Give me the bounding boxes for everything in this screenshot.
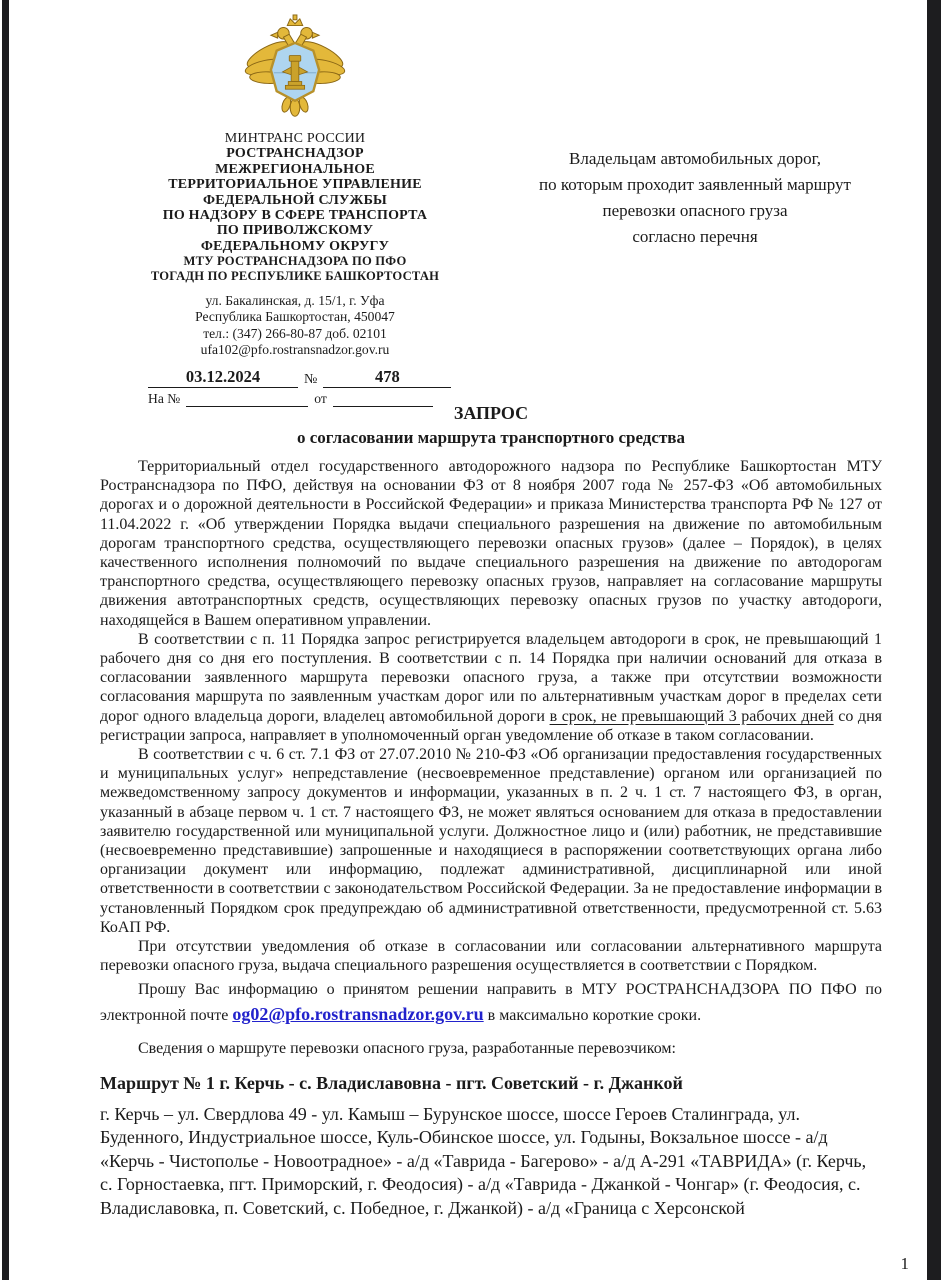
paragraph-no-refusal: При отсутствии уведомления об отказе в согласовании или согласовании альтернативного маршрута перевозки опасного груза, выдача специального разрешения осуществляется в соответствии с Порядком. xyxy=(100,938,882,975)
number-sign: № xyxy=(304,372,318,388)
document-title: ЗАПРОС xyxy=(453,403,529,423)
paragraph-210fz-liability: В соответствии с ч. 6 ст. 7.1 ФЗ от 27.07.2010 № 210-ФЗ «Об организации предоставления государственных и муниципальных услуг» непредставление (несвоевременное представление) органом или организацией по межведомственному запросу документов и информации, указанных в п. 2 ч. 1 ст. 7 настоящего ФЗ, в орган, указанный в абзаце первом ч. 1 ст. 7 настоящего ФЗ, не может являться основанием для отказа в предоставлении заявителю государственной или муниципальной услуги. Должностное лицо и (или) работник, не представившие (несвоевременно представившие) запрошенные и находящиеся в распоряжении соответствующих органа либо организации документ или информацию, подлежат административной, дисциплинарной или иной ответственности в соответствии с законодательством Российской Федерации. За не предоставление информации в установленный Порядком срок предупреждаю об административной ответственности, предусмотренной ст. 5.63 КоАП РФ. xyxy=(100,746,882,936)
paragraph-registration-terms xyxy=(100,630,882,745)
addressee-line: по которым проходит заявленный маршрут xyxy=(539,175,851,194)
rostransnadzor-eagle-emblem-icon xyxy=(237,14,353,127)
underlined-deadline-phrase: в срок, не превышающий 3 рабочих дней xyxy=(549,707,834,725)
outgoing-number: 478 xyxy=(323,367,451,388)
addressee-line: согласно перечня xyxy=(632,227,758,246)
paragraph-legal-basis: Территориальный отдел государственного автодорожного надзора по Республике Башкортостан МТУ Ространснадзора по ПФО, действуя на основании ФЗ от 8 ноября 2007 года № 257-ФЗ «Об автомобильных дорогах и о дорожной деятельности в Российской Федерации» и приказа Министерства транспорта РФ № 127 от 11.04.2022 г. «Об утверждении Порядка выдачи специального разрешения на движение по автомобильным дорогам транспортного средства, осуществляющего перевозки опасных грузов» (далее – Порядок), в целях качественного исполнения полномочий по выдаче специального разрешения на движение по автодорогам транспортного средства, осуществляющего перевозку опасных грузов, направляет на согласование маршруты движения автотранспортных средств, осуществляющих перевозку опасных грузов по участку автодороги, находящейся в Вашем оперативном управлении. xyxy=(100,458,882,629)
address-line: Республика Башкортостан, 450047 xyxy=(195,309,395,325)
reply-email-link[interactable]: og02@pfo.rostransnadzor.gov.ru xyxy=(232,1004,484,1025)
paragraph-route-intro: Сведения о маршруте перевозки опасного груза, разработанные перевозчиком: xyxy=(138,1040,676,1058)
outgoing-ref-row xyxy=(148,367,490,388)
scan-edge-right xyxy=(927,0,941,1280)
from-label: от xyxy=(314,391,327,407)
addressee-line: Владельцам автомобильных дорог, xyxy=(569,149,821,168)
org-address-block xyxy=(100,293,490,358)
paragraph-text: со дня регистрации запроса, направляет в уполномоченный орган уведомление об отказе в таком согласовании. xyxy=(100,707,882,744)
org-line: ПО НАДЗОРУ В СФЕРЕ ТРАНСПОРТА xyxy=(162,208,428,224)
scan-edge-left xyxy=(2,0,9,1280)
letterhead-lines xyxy=(100,131,490,284)
paragraph-text: В соответствии с п. 11 Порядка запрос регистрируется владельцем автодороги в срок, не превышающий 1 рабочего дня со дня его поступления. В соответствии с п. 14 Порядка при наличии оснований для отказа в согласовании заявленного маршрута перевозки опасного груза, а также при отсутствии возможности согласования маршрута по заявленным участкам дорог или по альтернативным участкам дорог в пределах сети дорог одного владельца дороги, владелец автомобильной дороги xyxy=(100,630,882,725)
paragraph-text: Прошу Вас информацию о принятом решении направить в МТУ РОСТРАНСНАДЗОРА ПО ПФО по электронной почте xyxy=(100,981,882,1025)
route-1-heading: Маршрут № 1 г. Керчь - с. Владиславовна - пгт. Советский - г. Джанкой xyxy=(100,1072,683,1093)
org-line: ПО ПРИВОЛЖСКОМУ xyxy=(216,223,374,239)
outgoing-date: 03.12.2024 xyxy=(148,367,298,388)
letterhead-block xyxy=(100,14,490,407)
addressee-block xyxy=(476,146,914,250)
reply-to-label: На № xyxy=(148,391,181,407)
letter-body xyxy=(100,400,882,1220)
address-line: ул. Бакалинская, д. 15/1, г. Уфа xyxy=(205,293,385,309)
org-line: ТЕРРИТОРИАЛЬНОЕ УПРАВЛЕНИЕ xyxy=(168,177,422,193)
org-subline: МТУ РОСТРАНСНАДЗОРА ПО ПФО xyxy=(183,254,407,269)
org-line: ФЕДЕРАЛЬНОМУ ОКРУГУ xyxy=(200,238,390,254)
org-line: РОСТРАНСНАДЗОР xyxy=(226,146,364,162)
document-subtitle: о согласовании маршрута транспортного средства xyxy=(296,428,685,447)
org-line: МЕЖРЕГИОНАЛЬНОЕ xyxy=(215,161,375,177)
address-line: тел.: (347) 266-80-87 доб. 02101 xyxy=(203,325,387,341)
paragraph-send-decision xyxy=(100,977,882,1028)
paragraph-text: в максимально короткие сроки. xyxy=(483,1007,702,1025)
route-1-description: г. Керчь – ул. Свердлова 49 - ул. Камыш – Бурунское шоссе, шоссе Героев Сталинграда, ул. Буденного, Индустриальное шоссе, Куль-Обинское шоссе, ул. Годыны, Вокзальное шоссе - а/д «Керчь - Чистополье - Новоотрадное» - а/д «Таврида - Багерово» - а/д А-291 «ТАВРИДА» (г. Керчь, с. Горностаевка, пгт. Приморский, г. Феодосия) - а/д «Таврида - Джанкой - Чонгар» (г. Феодосия, с. Владиславовка, п. Советский, с. Победное, г. Джанкой) - а/д «Граница с Херсонской xyxy=(100,1103,867,1218)
ministry-name: МИНТРАНС РОССИИ xyxy=(224,131,366,146)
page-number: 1 xyxy=(900,1254,909,1273)
org-subline: ТОГАДН ПО РЕСПУБЛИКЕ БАШКОРТОСТАН xyxy=(150,269,440,284)
addressee-line: перевозки опасного груза xyxy=(602,201,788,220)
org-line: ФЕДЕРАЛЬНОЙ СЛУЖБЫ xyxy=(203,192,387,208)
org-email: ufa102@pfo.rostransnadzor.gov.ru xyxy=(200,341,390,357)
